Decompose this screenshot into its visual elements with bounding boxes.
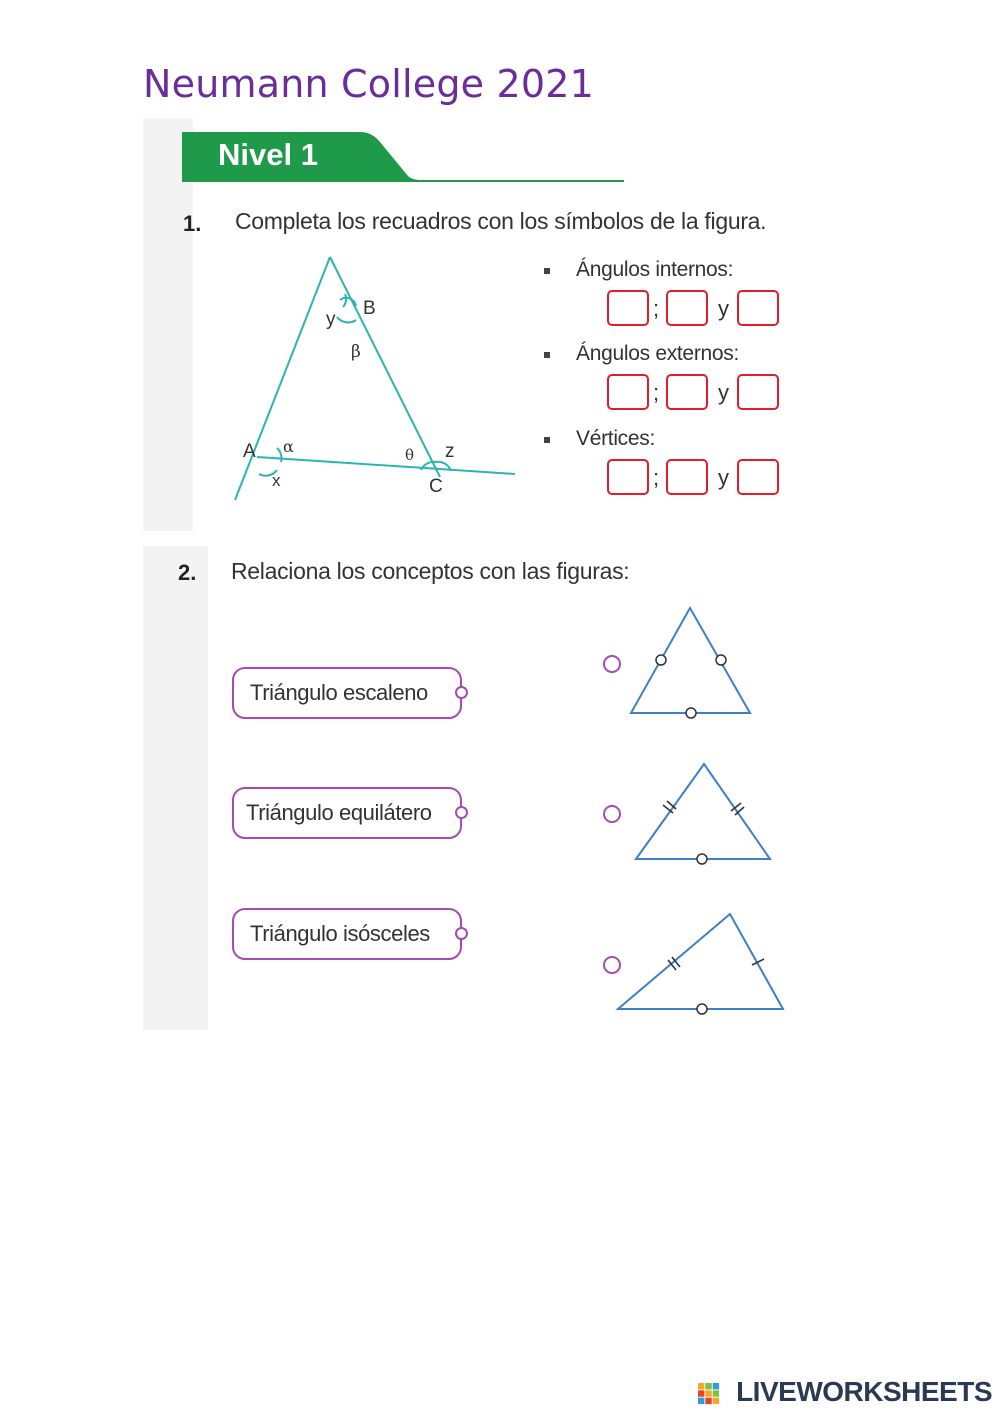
- angle-alpha-arc: [277, 448, 282, 462]
- triangle-figure: [225, 252, 525, 507]
- question1-prompt: Completa los recuadros con los símbolos de la figura.: [235, 208, 767, 234]
- question2-prompt: Relaciona los conceptos con las figuras:: [231, 558, 630, 584]
- connector-equilatero[interactable]: [455, 806, 468, 819]
- side-ac-line: [257, 457, 515, 474]
- label-y: y: [326, 309, 336, 330]
- group-label-vertices: Vértices:: [576, 427, 655, 450]
- question1-number: 1.: [183, 211, 202, 236]
- question2-panel: [143, 546, 208, 1030]
- bullet-icon: [544, 352, 550, 358]
- answer-box-internal-2[interactable]: [666, 290, 708, 326]
- label-alpha: α: [283, 437, 294, 456]
- side-ab-line: [235, 257, 330, 500]
- concept-isosceles: Triángulo isósceles: [232, 908, 462, 960]
- answer-box-external-2[interactable]: [666, 374, 708, 410]
- connector-figure-1[interactable]: [603, 655, 621, 673]
- concept-equilatero: Triángulo equilátero: [232, 787, 462, 839]
- answer-box-external-3[interactable]: [737, 374, 779, 410]
- answer-box-internal-1[interactable]: [607, 290, 649, 326]
- separator: ;: [653, 380, 660, 405]
- separator: y: [718, 380, 729, 405]
- footer-brand: LIVEWORKSHEETS: [736, 1376, 992, 1407]
- separator: y: [718, 296, 729, 321]
- angle-beta-arc: [337, 317, 356, 322]
- answer-box-vertices-3[interactable]: [737, 459, 779, 495]
- connector-escaleno[interactable]: [455, 686, 468, 699]
- bullet-icon: [544, 268, 550, 274]
- bullet-icon: [544, 437, 550, 443]
- label-vertex-a: A: [243, 441, 256, 462]
- triangle-figure-3: [612, 908, 792, 1018]
- answer-box-vertices-2[interactable]: [666, 459, 708, 495]
- question2-number: 2.: [178, 560, 197, 585]
- answer-box-external-1[interactable]: [607, 374, 649, 410]
- separator: ;: [653, 296, 660, 321]
- label-beta: β: [351, 342, 361, 362]
- group-label-external: Ángulos externos:: [576, 342, 740, 365]
- triangle-figure-1: [625, 602, 760, 722]
- separator: y: [718, 465, 729, 490]
- label-x: x: [272, 471, 281, 490]
- label-vertex-c: C: [429, 476, 443, 497]
- answer-box-internal-3[interactable]: [737, 290, 779, 326]
- level-label: Nivel 1: [218, 137, 318, 172]
- connector-figure-2[interactable]: [603, 805, 621, 823]
- liveworksheets-logo-icon: [698, 1383, 720, 1405]
- group-label-internal: Ángulos internos:: [576, 258, 734, 281]
- label-theta: θ: [405, 446, 415, 464]
- concept-escaleno: Triángulo escaleno: [232, 667, 462, 719]
- label-vertex-b: B: [363, 298, 376, 319]
- separator: ;: [653, 465, 660, 490]
- angle-y-arc: [343, 294, 346, 307]
- label-z: z: [445, 441, 455, 462]
- side-bc-line: [330, 257, 440, 477]
- connector-isosceles[interactable]: [455, 927, 468, 940]
- answer-box-vertices-1[interactable]: [607, 459, 649, 495]
- triangle-figure-2: [630, 758, 775, 868]
- page-title: Neumann College 2021: [143, 62, 595, 106]
